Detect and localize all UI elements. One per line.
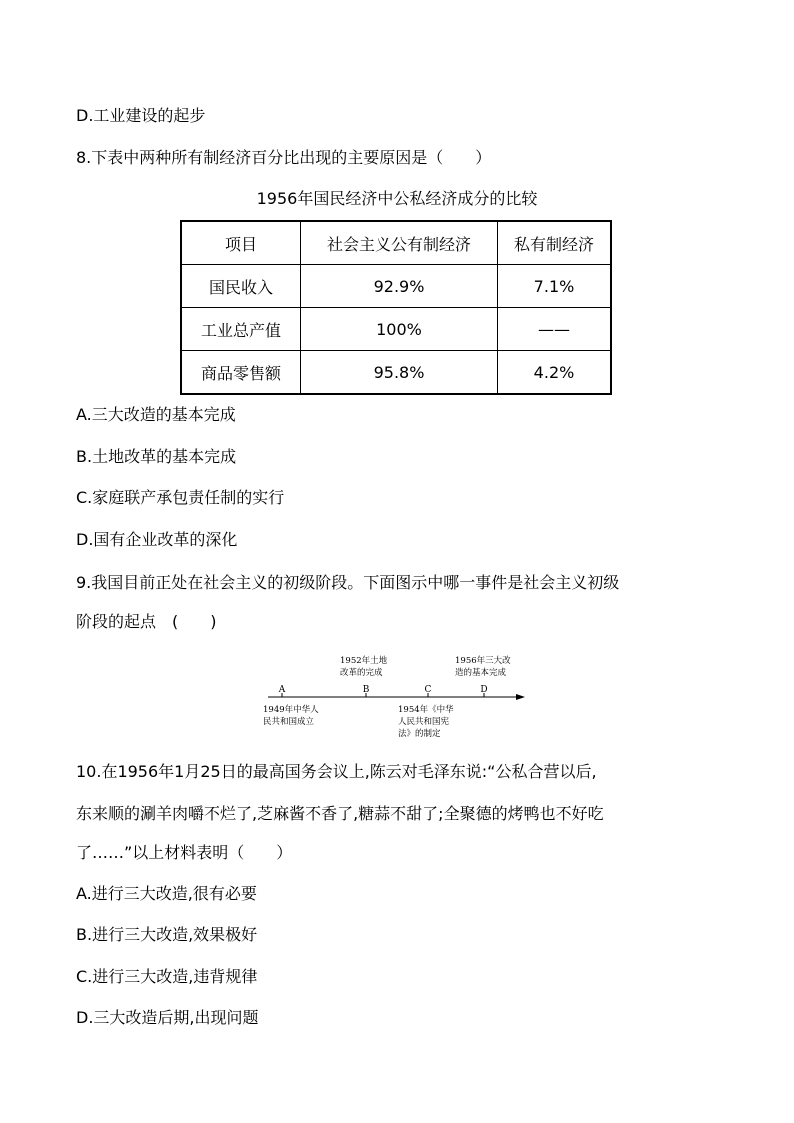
table-row: [181, 308, 611, 351]
q8-table-title: 1956年国民经济中公私经济成分的比较: [256, 189, 538, 208]
point-label-d: D: [480, 685, 488, 695]
table-cell: 92.9%: [301, 265, 498, 308]
q10-option-d: D.三大改造后期,出现问题: [76, 1008, 259, 1027]
table-header-row: [181, 221, 611, 265]
table-cell: 7.1%: [498, 265, 612, 308]
table-cell: ——: [498, 308, 612, 351]
timeline-arrowhead: [516, 694, 525, 700]
event-c-label-line-2: 人民共和国宪: [398, 717, 450, 727]
q10-stem-line-1: 10.在1956年1月25日的最高国务会议上,陈云对毛泽东说:“公私合营以后,: [76, 762, 597, 781]
table-cell: 100%: [301, 308, 498, 351]
event-b-label-line-1: 1952年土地: [340, 656, 388, 666]
table-cell: 4.2%: [498, 351, 612, 395]
event-c-label-line-1: 1954年《中华: [398, 705, 454, 715]
table-cell: 95.8%: [301, 351, 498, 395]
event-d-label-line-2: 造的基本完成: [455, 668, 507, 678]
q10-stem-line-3: 了……”以上材料表明（ ）: [76, 843, 293, 862]
table-cell: 商品零售额: [181, 351, 301, 395]
point-label-b: B: [362, 685, 370, 695]
history-timeline-figure: [262, 650, 532, 742]
ownership-comparison-table: [180, 220, 612, 395]
table-row: [181, 351, 611, 395]
q9-stem-line-1: 9.我国目前正处在社会主义的初级阶段。下面图示中哪一事件是社会主义初级: [76, 573, 620, 592]
table-header-cell: 项目: [181, 221, 301, 265]
q10-stem-line-2: 东来顺的涮羊肉嚼不烂了,芝麻酱不香了,糖蒜不甜了;全聚德的烤鸭也不好吃: [76, 804, 604, 823]
table-header-cell: 私有制经济: [498, 221, 612, 265]
event-b-label-line-2: 改革的完成: [340, 668, 383, 678]
q10-option-a: A.进行三大改造,很有必要: [76, 884, 257, 903]
q8-option-c: C.家庭联产承包责任制的实行: [76, 488, 285, 507]
point-label-a: A: [278, 685, 286, 695]
table-cell: 国民收入: [181, 265, 301, 308]
q8-option-d: D.国有企业改革的深化: [76, 530, 238, 549]
event-d-label-line-1: 1956年三大改: [455, 656, 511, 666]
point-label-c: C: [424, 685, 432, 695]
event-c-label-line-3: 法》的制定: [398, 729, 441, 739]
table-cell: 工业总产值: [181, 308, 301, 351]
table-row: [181, 265, 611, 308]
table-header-cell: 社会主义公有制经济: [301, 221, 498, 265]
q9-stem-line-2: 阶段的起点 ( ): [76, 612, 217, 631]
timeline-svg: [262, 650, 532, 742]
q8-option-a: A.三大改造的基本完成: [76, 405, 236, 424]
event-a-label-line-2: 民共和国成立: [263, 717, 315, 727]
event-a-label-line-1: 1949年中华人: [263, 705, 319, 715]
q7-option-d: D.工业建设的起步: [76, 106, 206, 125]
q8-option-b: B.土地改革的基本完成: [76, 447, 237, 466]
q8-stem: 8.下表中两种所有制经济百分比出现的主要原因是（ ）: [76, 148, 492, 167]
q10-option-c: C.进行三大改造,违背规律: [76, 967, 258, 986]
q10-option-b: B.进行三大改造,效果极好: [76, 925, 258, 944]
